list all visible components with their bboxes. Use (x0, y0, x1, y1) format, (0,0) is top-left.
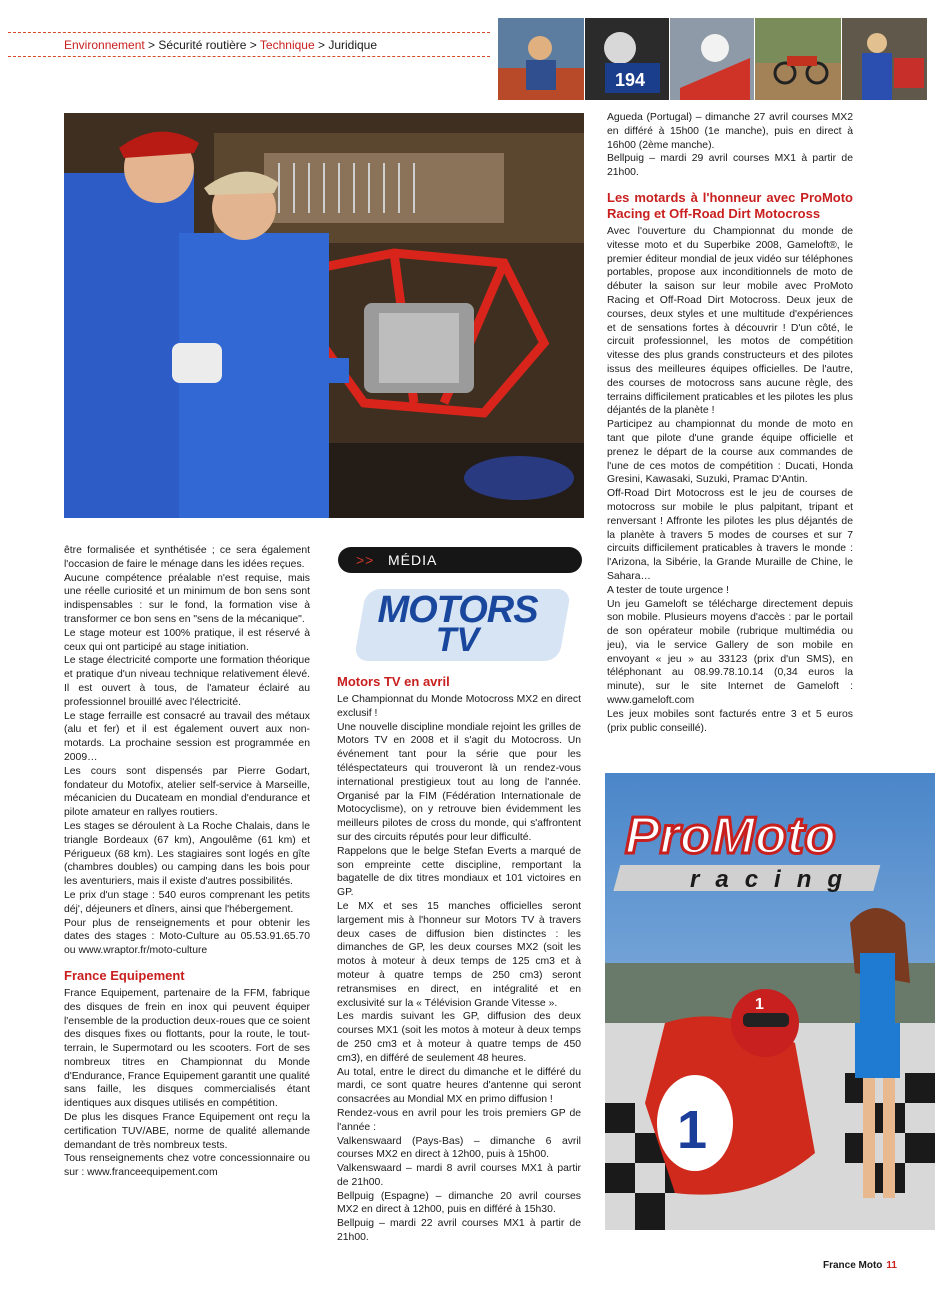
breadcrumb-juridique[interactable]: Juridique (328, 38, 378, 52)
left-paragraph: Les cours sont dispensés par Pierre Godart, fondateur du Motofix, atelier self-service à Marseille, mécanicien du Ducateam en mondial d'endurance et pilote amateur en rallyes routiers. (64, 765, 310, 819)
promoto-racing-artwork (605, 773, 935, 1230)
right-paragraph: Off-Road Dirt Motocross est le jeu de courses de motocross sur mobile le plus palpitant, tripant et renversant ! Affronte les pilotes les plus déjantés de la planète à travers 5 modes de courses et sur 7 circuits difficilement praticables à travers le monde : l'Arizona, la Sibérie, la Grande Muraille de Chine, le Sahara… (607, 488, 853, 582)
right-paragraph: A tester de toute urgence ! (607, 584, 729, 596)
promoto-heading: Les motards à l'honneur avec ProMoto Racing et Off-Road Dirt Motocross (607, 189, 853, 221)
left-paragraph: Le prix d'un stage : 540 euros comprenant les petits déj', déjeuners et dîners, ainsi que l'hébergement. (64, 889, 310, 915)
left-paragraph: Les stages se déroulent à La Roche Chalais, dans le triangle Bordeaux (67 km), Angoulême (61 km) et Périgueux (68 km). Les stagiaires sont logés en gîte (chambres doubles) ou camping dans les bois pour les aventuriers, mais il existe d'autres possibilités. (64, 820, 310, 888)
motors-tv-logo-line2: TV (435, 621, 480, 659)
middle-column (337, 674, 581, 1245)
page-number: 11 (886, 1260, 897, 1271)
helmet-number: 1 (755, 996, 764, 1013)
left-paragraph: Aucune compétence préalable n'est requise, mais une réelle curiosité et un minimum de bon sens sont indispensables : sur le fond, la formation vise à transformer ce bon sens en "sens de la mécanique". (64, 572, 310, 625)
right-paragraph: Les jeux mobiles sont facturés entre 3 et 5 euros (prix public conseillé). (607, 708, 853, 734)
right-paragraph: Agueda (Portugal) – dimanche 27 avril courses MX2 en différé à 15h00 (1e manche), puis en direct à 16h00 (2ème manche). (607, 112, 853, 151)
header-rule-bottom (8, 56, 490, 57)
motors-tv-paragraph: Bellpuig (Espagne) – dimanche 20 avril courses MX2 en direct à 12h00, puis en différé à 15h30. (337, 1190, 581, 1216)
motors-tv-paragraph: Rendez-vous en avril pour les trois premiers GP de l'année : (337, 1107, 581, 1133)
right-paragraph: Un jeu Gameloft se télécharge directement depuis son mobile. Plusieurs moyens d'accès : par le portail de son opérateur mobile (rubrique multimédia ou jeu), via le service Gallery de son mobile en envoyant « jeu » au 33123 (prix d'un SMS), en téléphonant au 08.99.78.10.14 (0,34 euros la minute), sur le site Internet de Gameloft : www.gameloft.com (607, 598, 853, 707)
page-footer (823, 1260, 897, 1271)
motors-tv-heading: Motors TV en avril (337, 674, 450, 689)
left-paragraph: être formalisée et synthétisée ; ce sera également l'occasion de faire le ménage dans les idées reçues. (64, 545, 310, 570)
left-paragraph: Le stage ferraille est consacré au travail des métaux (alu et fer) et il est également ouvert aux non-motards. La prochaine session est programmée en 2009… (64, 710, 310, 763)
motors-tv-paragraph: Au total, entre le direct du dimanche et le différé du mardi, ce sont quatre heures d'antenne qui seront consacrées au Mondial MX en primo diffusion ! (337, 1066, 581, 1106)
left-paragraph: Le stage électricité comporte une formation théorique et pratique d'un niveau technique relativement élevé. Il est ouvert à tous, de l'amateur éclairé au professionnel brouillé avec l'électricité. (64, 655, 310, 708)
svg-text:194: 194 (615, 70, 646, 90)
motors-tv-paragraph: Une nouvelle discipline mondiale rejoint les grilles de Motors TV en 2008 et il s'agit du Motocross. Un événement tant pour la série que pour les téléspectateurs qui trouveront là un rendez-vous international prestigieux tout au long de l'année. Organisé par la FIM (Fédération Internationale de Motocyclisme), on y retrouve bien évidemment les meilleurs pilotes de cross du monde, qui s'affrontent sur des circuits réputés pour leur difficulté. (337, 721, 581, 843)
breadcrumb-environnement[interactable]: Environnement (64, 38, 145, 52)
promoto-title-line1: ProMoto (625, 807, 836, 865)
motors-tv-paragraph: Valkenswaard (Pays-Bas) – dimanche 6 avril courses MX2 en direct à 12h00, puis à 15h00. (337, 1135, 581, 1161)
header-photo-1 (498, 18, 584, 100)
workshop-photo (64, 113, 584, 518)
motors-tv-logo-line1: MOTORS (377, 589, 538, 631)
header-photo-4 (755, 18, 841, 100)
motors-tv-paragraph: Le MX et ses 15 manches officielles seront largement mis à l'honneur sur Motors TV à travers deux cases de diffusion bien distinctes : les dimanches de GP, les deux courses MX2 (soit les motos à moteur à deux temps de 125 cm3 et à moteur à quatre temps de 250 cm3) seront retransmises en direct, en intégralité et en exclusivité sur la « Télévision Grande Vitesse ». (337, 900, 581, 1009)
france-equipement-paragraph: France Equipement, partenaire de la FFM, fabrique des disques de frein en inox qui peuvent équiper l'ensemble de la production deux-roues que ce soient des disques fixes ou flottants, pour la route, le tout-terrain, le Supermotard ou les scooters. Fort de ses nombreux titres en Championnat du Monde d'Endurance, France Equipement garantit une qualité sans faille, les disques commercialisés étant identiques aux disques utilisés en compétition. (64, 987, 310, 1110)
breadcrumb-separator: > (314, 38, 329, 52)
breadcrumb (64, 38, 377, 52)
right-paragraph: Avec l'ouverture du Championnat du monde de vitesse moto et du Superbike 2008, Gameloft®, le premier éditeur mondial de jeux vidéo sur téléphones portables, propose aux inconditionnels de moto de débuter la saison sur leur mobile avec ProMoto Racing et Off-Road Dirt Motocross. Deux jeux de courses, deux styles et une multitude d'expériences et de sensations fortes à découvrir ! D'un côté, le circuit professionnel, les motos de compétition vitesse des plus grands constructeurs et des pilotes issus des meilleures équipes officielles. De l'autre, des courses de motocross sans aucune règle, des terrains difficilement praticables et les pilotes les plus déjantés de la planète ! (607, 225, 853, 417)
media-label: MÉDIA (388, 552, 438, 568)
france-equipement-paragraph: De plus les disques France Equipement ont reçu la certification TUV/ABE, norme de qualité allemande demandant de très nombreux tests. (64, 1112, 310, 1151)
breadcrumb-securite[interactable]: Sécurité routière (158, 38, 247, 52)
promoto-title-line2: racing (690, 866, 859, 893)
magazine-name: France Moto (822, 1260, 883, 1271)
breadcrumb-technique[interactable]: Technique (259, 38, 315, 52)
media-arrows: >> (356, 552, 375, 568)
france-equipement-heading: France Equipement (64, 967, 185, 983)
motors-tv-paragraph: Les mardis suivant les GP, diffusion des deux courses MX1 (soit les motos à moteur à deux temps de 250 cm3 et à moteur à quatre temps de 450 cm3), en différé de seulement 48 heures. (337, 1011, 581, 1064)
motors-tv-logo (340, 586, 575, 664)
header-photo-2 (585, 18, 669, 100)
motors-tv-paragraph: Valkenswaard – mardi 8 avril courses MX1 à partir de 21h00. (337, 1163, 581, 1188)
header-photo-3 (670, 18, 754, 100)
breadcrumb-separator: > (246, 38, 260, 52)
header-rule-top (8, 32, 490, 33)
media-section-bar (338, 547, 582, 573)
motors-tv-paragraph: Bellpuig – mardi 22 avril courses MX1 à partir de 21h00. (337, 1218, 581, 1244)
right-paragraph: Bellpuig – mardi 29 avril courses MX1 à partir de 21h00. (607, 153, 853, 179)
left-paragraph: Pour plus de renseignements et pour obtenir les dates des stages : Moto-Culture au 05.53.91.65.70 ou www.wraptor.fr/moto-culture (64, 917, 310, 957)
bike-number: 1 (677, 1100, 708, 1160)
right-paragraph: Participez au championnat du monde de moto en tant que pilote d'une grande équipe officielle et prenez le départ de la course aux commandes de l'une de ces motos de compétition : Ducati, Honda Gresini, Kawasaki, Suzuki, Pramac D'Antin. (607, 419, 853, 486)
left-paragraph: Le stage moteur est 100% pratique, il est réservé à ceux qui ont participé au stage initiation. (64, 627, 310, 653)
breadcrumb-separator: > (144, 38, 159, 52)
motors-tv-paragraph: Rappelons que le belge Stefan Everts a marqué de son empreinte cette discipline, remportant la bagatelle de dix titres mondiaux et 101 victoires en GP. (337, 845, 581, 899)
france-equipement-paragraph: Tous renseignements chez votre concessionnaire ou sur : www.franceequipement.com (64, 1153, 310, 1179)
motors-tv-paragraph: Le Championnat du Monde Motocross MX2 en direct exclusif ! (337, 694, 581, 719)
header-photo-5 (842, 18, 927, 100)
right-column (607, 111, 853, 735)
left-column (64, 544, 310, 1180)
